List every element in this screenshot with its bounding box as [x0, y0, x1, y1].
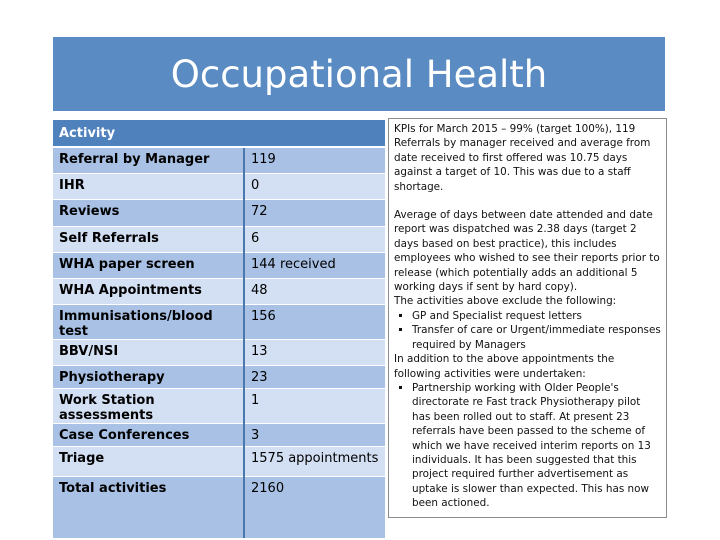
table-row	[53, 476, 385, 538]
additional-heading: In addition to the above appointments the following activities were undertaken:	[394, 353, 615, 380]
activity-value: 1	[244, 388, 385, 423]
exclusions-list	[394, 309, 661, 352]
additional-list	[394, 381, 661, 511]
table-row	[53, 365, 385, 388]
activity-label: Physiotherapy	[53, 365, 244, 388]
table-row	[53, 339, 385, 365]
activity-value: 23	[244, 365, 385, 388]
table-row	[53, 446, 385, 476]
table-header: Activity	[53, 120, 385, 147]
table-row	[53, 423, 385, 446]
table-row	[53, 388, 385, 423]
activity-label: Immunisations/blood test	[53, 304, 244, 339]
activity-value: 144 received	[244, 252, 385, 278]
activity-value: 13	[244, 339, 385, 365]
activity-table	[53, 120, 385, 538]
activity-value: 2160	[244, 476, 385, 538]
table-row	[53, 226, 385, 252]
slide-title: Occupational Health	[53, 37, 665, 111]
activity-label: Triage	[53, 446, 244, 476]
table-row	[53, 304, 385, 339]
list-item: ▪ Partnership working with Older People's directorate re Fast track Physiotherapy pilot has been rolled out to staff. At present 23 referrals have been passed to the scheme of which we have received interim reports on 13 individuals. It has been suggested that this project required further advertisement as uptake is slower than expected. This has now been actioned.	[412, 381, 661, 511]
activity-value: 3	[244, 423, 385, 446]
activity-label: Total activities	[53, 476, 244, 538]
activity-label: Case Conferences	[53, 423, 244, 446]
table-row	[53, 199, 385, 226]
activity-label: Reviews	[53, 199, 244, 226]
activity-value: 119	[244, 147, 385, 173]
activity-value: 1575 appointments	[244, 446, 385, 476]
table-row	[53, 173, 385, 199]
activity-value: 48	[244, 278, 385, 304]
report-days-paragraph: Average of days between date attended and date report was dispatched was 2.38 days (target 2 days based on best practice), this includes employees who wished to see their reports prior to release (which potentially adds an additional 5 working days if sent by hard copy).	[394, 209, 660, 294]
kpi-notes	[388, 118, 667, 518]
activity-label: BBV/NSI	[53, 339, 244, 365]
activity-value: 6	[244, 226, 385, 252]
activity-label: Work Station assessments	[53, 388, 244, 423]
list-item: ▪ Transfer of care or Urgent/immediate responses required by Managers	[412, 323, 661, 352]
activity-label: WHA paper screen	[53, 252, 244, 278]
table-row	[53, 147, 385, 173]
activity-label: Referral by Manager	[53, 147, 244, 173]
kpi-paragraph: KPIs for March 2015 – 99% (target 100%), 119 Referrals by manager received and average from date received to first offered was 10.75 days against a target of 10. This was due to a staff shortage.	[394, 123, 651, 193]
exclusions-heading: The activities above exclude the following:	[394, 295, 617, 308]
table-row	[53, 252, 385, 278]
activity-value: 156	[244, 304, 385, 339]
activity-label: Self Referrals	[53, 226, 244, 252]
table-row	[53, 278, 385, 304]
activity-label: IHR	[53, 173, 244, 199]
activity-label: WHA Appointments	[53, 278, 244, 304]
activity-value: 72	[244, 199, 385, 226]
activity-value: 0	[244, 173, 385, 199]
list-item: ▪ GP and Specialist request letters	[412, 309, 661, 323]
